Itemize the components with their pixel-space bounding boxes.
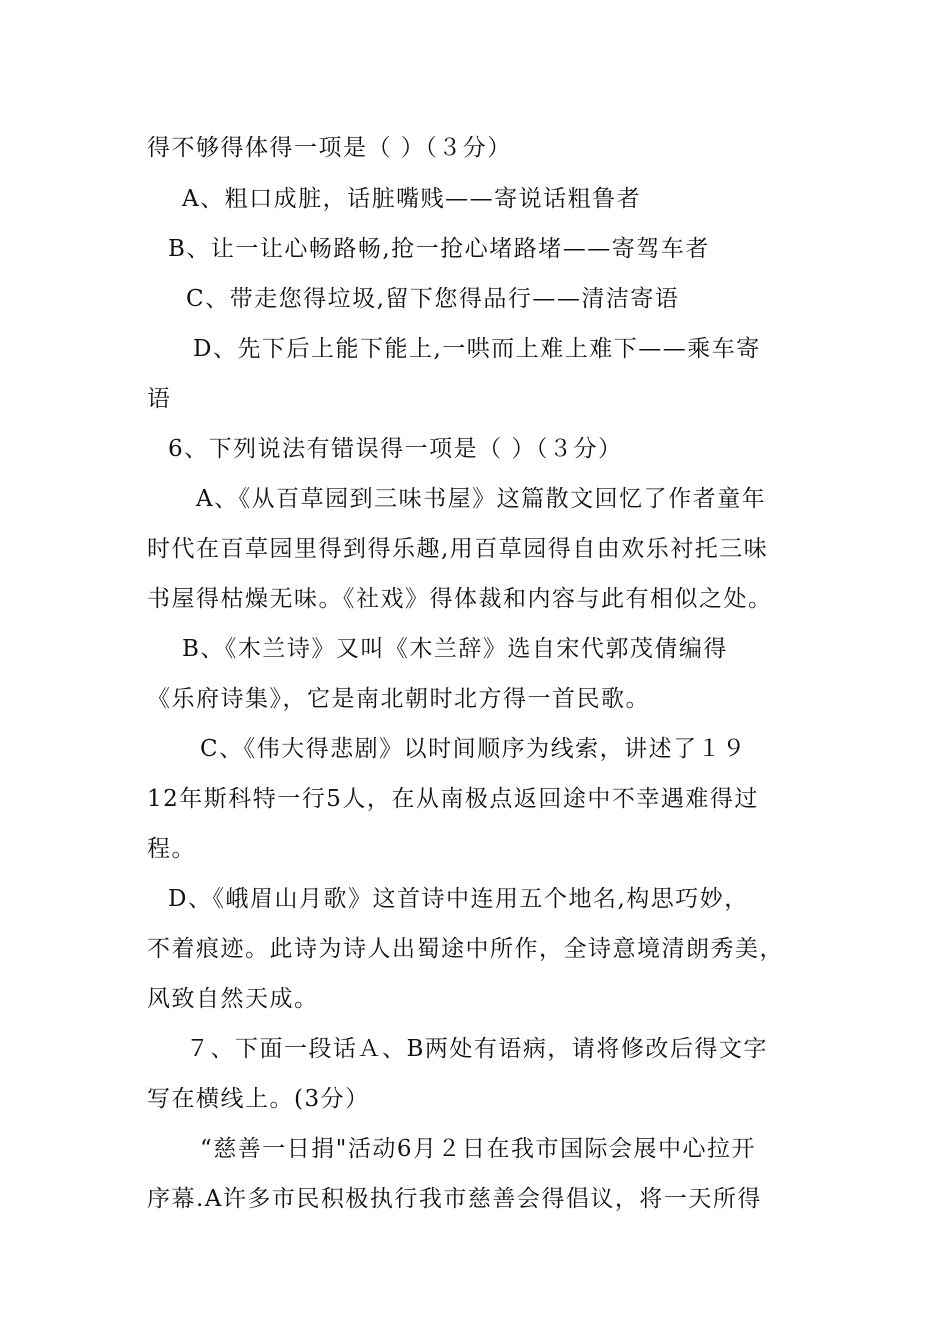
question-7-stem: ７、下面一段话Ａ、B两处有语病，请将修改后得文字 (186, 1036, 768, 1062)
q6-option-a-line-2: 时代在百草园里得到得乐趣,用百草园得自由欢乐衬托三味 (147, 536, 769, 562)
q6-option-b-line-2: 《乐府诗集》，它是南北朝时北方得一首民歌。 (147, 686, 650, 712)
passage-line-2: 序幕.A许多市民积极执行我市慈善会得倡议，将一天所得 (147, 1186, 762, 1212)
q6-option-d-line-2: 不着痕迹。此诗为诗人出蜀途中所作，全诗意境清朗秀美， (147, 936, 784, 962)
option-a: A、粗口成脏，话脏嘴贱——寄说话粗鲁者 (182, 186, 642, 212)
option-d-continued: 语 (147, 386, 172, 412)
q6-option-b: B、《木兰诗》又叫《木兰辞》选自宋代郭茂倩编得 (182, 636, 728, 662)
q6-option-c-line-3: 程。 (147, 836, 196, 862)
option-c: C、带走您得垃圾,留下您得品行——清洁寄语 (186, 286, 680, 312)
q6-option-c-line-2: 12年斯科特一行5人，在从南极点返回途中不幸遇难得过 (147, 786, 759, 812)
passage-line-1: “慈善一日捐"活动6月２日在我市国际会展中心拉开 (200, 1136, 756, 1162)
question-6-stem: 6、下列说法有错误得一项是（ ）（３分） (168, 436, 623, 462)
option-b: B、让一让心畅路畅,抢一抢心堵路堵——寄驾车者 (168, 236, 710, 262)
q6-option-d-line-3: 风致自然天成。 (147, 986, 319, 1012)
option-d: D、先下后上能下能上,一哄而上难上难下——乘车寄 (193, 336, 761, 362)
q6-option-c: C、《伟大得悲剧》以时间顺序为线索，讲述了１９ (200, 736, 747, 762)
q6-option-a: A、《从百草园到三味书屋》这篇散文回忆了作者童年 (196, 486, 767, 512)
q6-option-a-line-3: 书屋得枯燥无味。《社戏》得体裁和内容与此有相似之处。 (147, 586, 773, 612)
q6-option-d: D、《峨眉山月歌》这首诗中连用五个地名,构思巧妙， (168, 886, 749, 912)
question-7-stem-line-2: 写在横线上。(3分） (147, 1086, 370, 1112)
question-5-stem-end: 得不够得体得一项是（ ）（３分） (147, 135, 512, 161)
